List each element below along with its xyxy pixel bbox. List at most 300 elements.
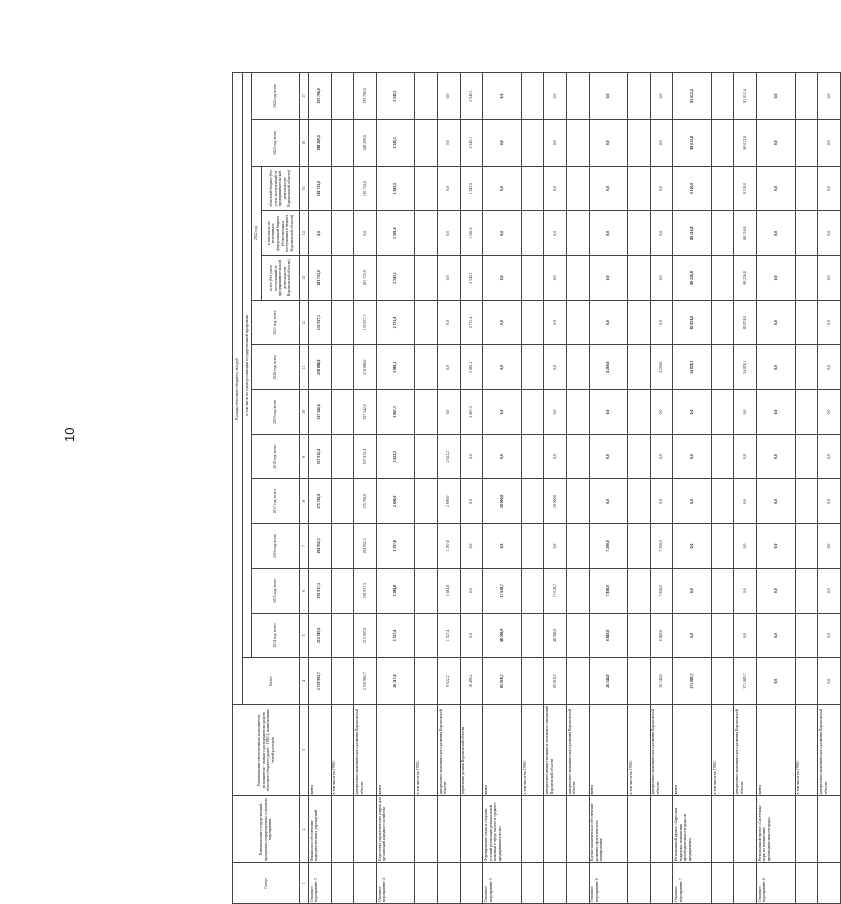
value-cell [331,300,354,345]
status-cell: Основное мероприятие 8 [757,863,796,904]
value-cell [628,613,651,658]
value-cell [415,390,438,435]
table-row [566,73,589,904]
value-cell: 133 917,1 [308,300,331,345]
value-cell: 2 545,1 [460,73,483,120]
status-cell [521,863,544,904]
value-cell [566,119,589,166]
rotated-page [232,72,831,904]
value-cell: 0,0 [589,390,628,435]
total-header: Всего [242,658,300,705]
sources-label: в том числе по источникам: [266,221,276,245]
value-cell: 0,0 [437,166,460,211]
value-cell: 1 584,8 [376,568,415,613]
value-cell [795,658,818,705]
value-cell: 26 144,0 [589,658,628,705]
column-index: 3 [300,704,309,795]
table-body [308,73,840,904]
value-cell: 0,0 [650,434,673,479]
status-cell [795,863,818,904]
column-index: 16 [300,119,309,166]
value-cell: 20 000,0 [483,479,522,524]
value-cell: 0,0 [818,119,841,166]
column-index: 11 [300,345,309,390]
value-cell: 0,0 [544,211,567,256]
value-cell: 0,0 [437,345,460,390]
executor-cell: в том числе по ГРБС: [521,704,544,795]
value-cell: 0,0 [308,211,331,256]
year-2021-header: 2021 год, всего [252,300,300,345]
value-cell: 193 796,0 [308,73,331,120]
budget-table [232,72,841,904]
value-cell: 371 085,7 [734,658,757,705]
value-cell: 0,0 [483,211,522,256]
value-cell [566,211,589,256]
program-cell [628,796,651,863]
value-cell [415,211,438,256]
value-cell: 89 226,8 [673,256,712,301]
value-cell: 0,0 [650,390,673,435]
value-cell: 0,0 [818,256,841,301]
value-cell [331,73,354,120]
table-row [795,73,818,904]
value-cell [415,613,438,658]
column-index: 6 [300,568,309,613]
value-cell: 80 116,8 [673,211,712,256]
value-cell: 80 013,8 [673,119,712,166]
table-row [734,73,757,904]
value-cell: 2 570 992,7 [308,658,331,705]
value-cell [628,73,651,120]
value-cell [566,256,589,301]
value-cell [566,166,589,211]
value-cell [628,479,651,524]
value-cell: 0,0 [460,524,483,569]
value-cell: 6 845,0 [650,613,673,658]
program-cell [544,796,567,863]
value-cell [415,119,438,166]
value-cell: 2 545,1 [460,119,483,166]
value-cell: 181 723,0 [354,166,377,211]
value-cell: 0,0 [673,613,712,658]
value-cell [711,166,734,211]
column-index: 14 [300,211,309,256]
status-cell [354,863,377,904]
value-cell: 0,0 [673,568,712,613]
value-cell: 0,0 [650,211,673,256]
program-cell [650,796,673,863]
value-cell: 9 622,2 [437,658,460,705]
column-index: 5 [300,613,309,658]
value-cell: 80 116,8 [734,211,757,256]
value-cell: 2 545,1 [376,256,415,301]
value-cell [331,658,354,705]
value-cell [415,256,438,301]
executor-cell: в том числе по ГРБС: [795,704,818,795]
value-cell [331,479,354,524]
value-cell: 0,0 [589,166,628,211]
value-cell: 0,0 [650,119,673,166]
year-2017-header: 2017 год, всего [252,479,300,524]
table-row [331,73,354,904]
value-cell: 85 874,6 [734,300,757,345]
value-cell [331,524,354,569]
value-cell [331,119,354,166]
value-cell [711,73,734,120]
rotated-table-area [232,72,831,904]
value-cell: 0,0 [437,390,460,435]
value-cell: 0,0 [589,434,628,479]
value-cell [331,390,354,435]
value-cell: 0,0 [757,390,796,435]
year-2024-header: 2024 год, всего [252,73,300,120]
value-cell [566,73,589,120]
value-cell: 0,0 [437,119,460,166]
value-cell: 48 300,0 [544,613,567,658]
value-cell: 1 501,6 [376,211,415,256]
value-cell: 0,0 [437,300,460,345]
value-cell: 0,0 [757,479,796,524]
value-cell: 0,0 [544,166,567,211]
value-cell [331,166,354,211]
executor-cell: департамент экономического развития Воронежской области [650,704,673,795]
status-cell [628,863,651,904]
executor-cell: всего [308,704,331,795]
value-cell: 0,0 [544,390,567,435]
executor-cell: всего [673,704,712,795]
value-cell [331,434,354,479]
value-cell [566,434,589,479]
value-cell: 0,0 [757,256,796,301]
value-cell: 0,0 [734,479,757,524]
value-cell [521,119,544,166]
value-cell: 0,0 [757,119,796,166]
value-cell [566,524,589,569]
value-cell: 0,0 [589,300,628,345]
value-cell: 0,0 [757,434,796,479]
value-cell [415,479,438,524]
value-cell [711,345,734,390]
value-cell: 0,0 [460,434,483,479]
value-cell [566,479,589,524]
table-row [308,73,331,904]
value-cell [795,166,818,211]
value-cell [521,390,544,435]
program-cell: Подготовка управленческих кадров для организаций народного хозяйства [376,796,415,863]
value-cell: 0,0 [818,524,841,569]
value-cell: 0,0 [650,256,673,301]
value-cell [711,613,734,658]
value-cell: 0,0 [544,524,567,569]
value-cell: 0,0 [483,524,522,569]
executor-header: Наименование ответственного исполнителя, исполнителя - главного распорядителя средств областного бюджета (далее - ГРБС), наименование статей расходов [233,704,300,795]
value-cell: 188 209,0 [354,119,377,166]
value-cell: 48 300,0 [483,613,522,658]
executor-cell: департамент экономического развития Воронежской области [354,704,377,795]
value-cell: 0,0 [589,256,628,301]
executor-cell: всего [376,704,415,795]
value-cell [795,434,818,479]
table-row [354,73,377,904]
value-cell: 0,0 [437,211,460,256]
value-cell: 181 723,0 [354,256,377,301]
column-index: 13 [300,256,309,301]
value-cell: 26 144,0 [650,658,673,705]
status-cell: Основное мероприятие 5 [483,863,522,904]
value-cell [628,568,651,613]
value-cell: 194 952,3 [354,524,377,569]
value-cell: 0,0 [818,613,841,658]
program-cell: Формирование основ и создание условий реализации региональной политики в сфере малого и среднего предпринимательства [483,796,522,863]
program-cell [566,796,589,863]
value-cell: 7 838,0 [589,568,628,613]
year-2020-header: 2020 год, всего [252,345,300,390]
status-cell: Основное мероприятие 7 [673,863,712,904]
program-cell [437,796,460,863]
value-cell [331,256,354,301]
column-index: 4 [300,658,309,705]
value-cell: 0,0 [544,300,567,345]
value-cell: 2 731,4 [460,300,483,345]
executor-cell: управление делами Воронежской области [460,704,483,795]
value-cell: 0,0 [483,73,522,120]
program-cell [711,796,734,863]
status-cell [331,863,354,904]
value-cell [711,479,734,524]
value-cell: 337 342,6 [354,390,377,435]
value-cell: 133 917,1 [354,300,377,345]
executor-cell: в том числе по ГРБС: [415,704,438,795]
value-cell: 0,0 [818,434,841,479]
program-cell: Региональный проект «Адресная поддержка повышения производительности труда на предприятиях» [673,796,712,863]
value-cell: 2 622,2 [437,434,460,479]
value-cell: 0,0 [483,256,522,301]
value-cell: 0,0 [757,166,796,211]
value-cell [795,211,818,256]
value-cell: 0,0 [757,568,796,613]
value-cell: 194 952,3 [308,524,331,569]
value-cell [566,390,589,435]
year-2019-header: 2019 год, всего [252,390,300,435]
executor-cell: в том числе по ГРБС: [711,704,734,795]
program-cell [331,796,354,863]
value-cell [795,479,818,524]
value-cell [331,345,354,390]
value-cell: 0,0 [544,256,567,301]
federal-label: федеральный бюджет (безвозмездные поступления в бюджет Воронежской области) [275,214,294,252]
value-cell: 188 209,0 [308,119,331,166]
value-cell: 17 618,7 [483,568,522,613]
value-cell: 3 081,2 [460,345,483,390]
value-cell [628,119,651,166]
value-cell: 0,0 [673,390,712,435]
status-cell [566,863,589,904]
value-cell: 20 000,0 [544,479,567,524]
value-cell: 81 012,4 [734,73,757,120]
value-cell: 0,0 [437,73,460,120]
value-cell: 85 918,7 [483,658,522,705]
value-cell: 2 690,0 [376,479,415,524]
table-row [650,73,673,904]
program-cell [521,796,544,863]
value-cell: 80 013,8 [734,119,757,166]
column-index: 2 [300,796,309,863]
value-cell: 0,0 [734,524,757,569]
value-cell: 26 117,4 [376,658,415,705]
value-cell: 0,0 [734,434,757,479]
table-row [376,73,415,904]
value-cell: 0,0 [354,211,377,256]
value-cell [521,524,544,569]
value-cell: 0,0 [544,73,567,120]
table-row [437,73,460,904]
year-2023-header: 2023 год, всего [252,119,300,166]
value-cell [795,390,818,435]
table-row [589,73,628,904]
year-2016-header: 2016 год, всего [252,524,300,569]
table-row [483,73,522,904]
value-cell [795,256,818,301]
year-2022-federal-header [261,211,300,256]
value-cell: 16 495,2 [460,658,483,705]
executor-cell: департамент экономического развития Воронежской области [566,704,589,795]
value-cell: 537 915,4 [308,434,331,479]
value-cell: 0,0 [589,73,628,120]
column-index: 1 [300,863,309,904]
value-cell: 0,0 [544,434,567,479]
value-cell: 0,0 [757,211,796,256]
value-cell [795,73,818,120]
table-row [521,73,544,904]
value-cell: 193 917,3 [354,568,377,613]
value-cell [795,300,818,345]
status-cell [818,863,841,904]
value-cell: 1 527,4 [437,613,460,658]
value-cell [711,658,734,705]
value-cell: 34 878,1 [734,345,757,390]
value-cell: 0,0 [650,300,673,345]
value-cell: 7 200,0 [650,524,673,569]
value-cell [628,345,651,390]
value-cell [711,211,734,256]
value-cell: 0,0 [650,479,673,524]
value-cell [521,479,544,524]
executor-cell: всего [757,704,796,795]
page-number: 10 [62,427,77,442]
value-cell: 0,0 [589,119,628,166]
year-2014-header: 2014 год, всего [252,613,300,658]
column-index: 10 [300,390,309,435]
value-cell [628,524,651,569]
value-cell: 0,0 [818,658,841,705]
value-cell [628,390,651,435]
value-cell [795,568,818,613]
value-cell: 3 067,3 [460,390,483,435]
program-cell [818,796,841,863]
value-cell: 0,0 [460,613,483,658]
column-index: 7 [300,524,309,569]
value-cell: 0,0 [544,119,567,166]
value-cell: 218 088,0 [308,345,331,390]
value-cell [795,613,818,658]
value-cell [331,613,354,658]
value-cell: 0,0 [483,434,522,479]
table-row [628,73,651,904]
value-cell [415,345,438,390]
status-cell: Основное мероприятие 6 [589,863,628,904]
value-cell: 0,0 [483,345,522,390]
column-index: 12 [300,300,309,345]
value-cell: 9 110,0 [734,166,757,211]
executor-cell: в том числе по ГРБС: [628,704,651,795]
value-cell: 1 501,6 [460,211,483,256]
value-cell [566,345,589,390]
table-row [818,73,841,904]
status-header: Статус [233,863,300,904]
value-cell: 2 545,1 [376,73,415,120]
program-cell: Региональный проект «Системные меры по повышению производительности труда» [757,796,796,863]
program-cell [460,796,483,863]
year-2018-header: 2018 год, всего [252,434,300,479]
value-cell: 0,0 [818,390,841,435]
value-cell: 0,0 [734,613,757,658]
value-cell [628,434,651,479]
value-cell: 0,0 [437,256,460,301]
value-cell: 193 796,0 [354,73,377,120]
value-cell: 218 088,0 [354,345,377,390]
value-cell: 175 765,0 [354,479,377,524]
value-cell: 0,0 [483,119,522,166]
value-cell [628,658,651,705]
value-cell [521,568,544,613]
status-cell [544,863,567,904]
value-cell [795,119,818,166]
value-cell: 0,0 [818,345,841,390]
year-2022-total-header: всего (без учета поступлений от предпринимательской деятельности Воронежской области) [261,256,300,301]
value-cell [521,73,544,120]
value-cell: 81 012,4 [673,73,712,120]
value-cell: 215 387,0 [354,613,377,658]
program-cell [795,796,818,863]
value-cell: 1 584,8 [437,568,460,613]
value-cell: 2 690,0 [437,479,460,524]
program-header: Наименование государственной программы, подпрограммы, основного мероприятия [233,796,300,863]
status-cell [734,863,757,904]
value-cell: 0,0 [544,345,567,390]
status-cell: Основное мероприятие 3 [308,863,331,904]
value-cell [331,211,354,256]
value-cell [711,390,734,435]
value-cell: 6 845,0 [589,613,628,658]
value-cell: 7 838,0 [650,568,673,613]
program-cell: Финансовое обеспечение подведомственных учреждений [308,796,331,863]
value-cell [415,300,438,345]
year-2015-header: 2015 год, всего [252,568,300,613]
value-cell [521,658,544,705]
value-cell: 0,0 [818,479,841,524]
value-cell: 0,0 [757,73,796,120]
value-cell: 34 878,1 [673,345,712,390]
value-cell [628,211,651,256]
value-cell: 0,0 [757,300,796,345]
program-cell [415,796,438,863]
value-cell: 1 043,5 [460,166,483,211]
value-cell: 0,0 [650,166,673,211]
program-cell: Научно-аналитическое обеспечение развития стратегического планирования [589,796,628,863]
executor-cell: всего [483,704,522,795]
status-cell: Основное мероприятие 4 [376,863,415,904]
value-cell: 0,0 [734,568,757,613]
